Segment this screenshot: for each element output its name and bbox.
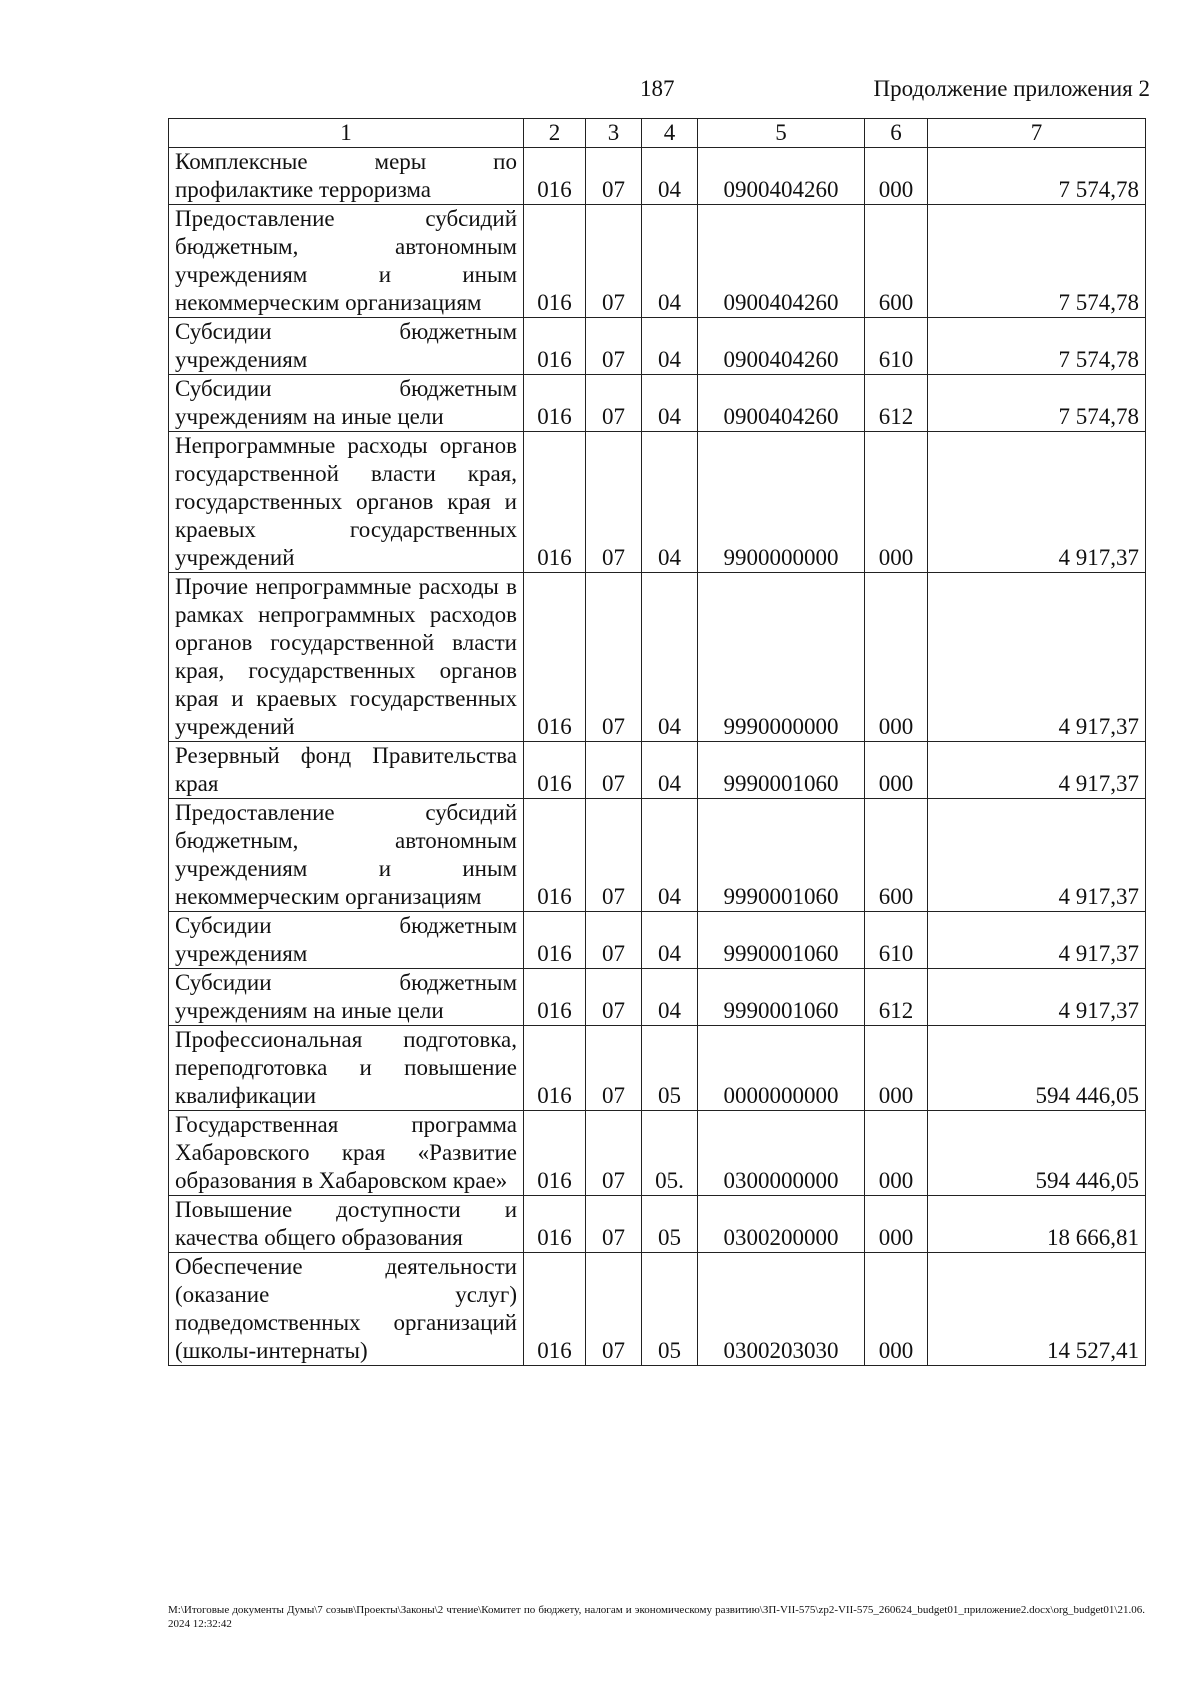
row-c5: 9990001060 [698,912,865,969]
row-c7: 18 666,81 [928,1196,1146,1253]
row-c4: 04 [642,318,698,375]
budget-table [168,118,1146,1366]
row-c5: 9990001060 [698,969,865,1026]
row-c6: 610 [865,912,928,969]
table-row [169,205,1146,318]
table-row [169,148,1146,205]
row-c3: 07 [586,799,642,912]
row-c3: 07 [586,1253,642,1366]
table-row [169,1111,1146,1196]
row-c7: 4 917,37 [928,969,1146,1026]
row-c6: 600 [865,799,928,912]
row-c2: 016 [524,1111,586,1196]
row-name: Субсидии бюджетным учреждениям на иные цели [169,969,524,1026]
row-c7: 7 574,78 [928,148,1146,205]
row-c3: 07 [586,205,642,318]
row-c5: 0900404260 [698,375,865,432]
row-name: Комплексные меры по профилактике терроризма [169,148,524,205]
row-c7: 594 446,05 [928,1026,1146,1111]
row-c4: 05. [642,1111,698,1196]
column-header: 7 [928,119,1146,148]
document-path-footer: M:\Итоговые документы Думы\7 созыв\Проекты\Законы\2 чтение\Комитет по бюджету, налогам и экономическому развитию\ЗП-VII-575\zp2-VII-575_260624_budget01_приложение2.docx\org_budget01\21.06.2024 12:32:42 [168,1604,1145,1630]
column-header: 6 [865,119,928,148]
row-c2: 016 [524,969,586,1026]
row-c6: 000 [865,1111,928,1196]
row-c7: 7 574,78 [928,318,1146,375]
table-row [169,573,1146,742]
row-c6: 000 [865,742,928,799]
row-c6: 000 [865,573,928,742]
row-c4: 04 [642,573,698,742]
row-c3: 07 [586,1111,642,1196]
row-c5: 9990000000 [698,573,865,742]
row-c7: 4 917,37 [928,799,1146,912]
row-c4: 04 [642,375,698,432]
row-c3: 07 [586,318,642,375]
row-c2: 016 [524,799,586,912]
row-name: Субсидии бюджетным учреждениям [169,318,524,375]
column-header: 5 [698,119,865,148]
table-row [169,1196,1146,1253]
row-c4: 05 [642,1026,698,1111]
row-c5: 0000000000 [698,1026,865,1111]
row-name: Резервный фонд Правительства края [169,742,524,799]
column-header: 3 [586,119,642,148]
row-c2: 016 [524,205,586,318]
table-row [169,318,1146,375]
row-c7: 14 527,41 [928,1253,1146,1366]
row-c3: 07 [586,573,642,742]
row-c4: 05 [642,1253,698,1366]
row-c4: 04 [642,912,698,969]
row-c3: 07 [586,969,642,1026]
row-c2: 016 [524,148,586,205]
row-c6: 000 [865,432,928,573]
row-name: Предоставление субсидий бюджетным, автономным учреждениям и иным некоммерческим организациям [169,205,524,318]
row-c6: 612 [865,969,928,1026]
row-c7: 4 917,37 [928,742,1146,799]
row-c7: 4 917,37 [928,432,1146,573]
row-name: Прочие непрограммные расходы в рамках непрограммных расходов органов государственной власти края, государственных органов края и краевых государственных учреждений [169,573,524,742]
row-c4: 04 [642,432,698,573]
row-c2: 016 [524,1253,586,1366]
row-c6: 000 [865,1196,928,1253]
table-row [169,742,1146,799]
row-name: Обеспечение деятельности (оказание услуг) подведомственных организаций (школы-интернаты) [169,1253,524,1366]
row-c3: 07 [586,432,642,573]
row-c5: 0300000000 [698,1111,865,1196]
column-header: 1 [169,119,524,148]
row-c7: 4 917,37 [928,573,1146,742]
row-c4: 04 [642,148,698,205]
table-row [169,432,1146,573]
row-name: Субсидии бюджетным учреждениям на иные цели [169,375,524,432]
table-row [169,375,1146,432]
table-header-row [169,119,1146,148]
row-c7: 7 574,78 [928,375,1146,432]
row-c7: 4 917,37 [928,912,1146,969]
row-c4: 04 [642,969,698,1026]
row-c3: 07 [586,375,642,432]
row-name: Государственная программа Хабаровского края «Развитие образования в Хабаровском крае» [169,1111,524,1196]
row-c3: 07 [586,1026,642,1111]
row-c2: 016 [524,375,586,432]
row-c6: 610 [865,318,928,375]
page-number: 187 [640,76,675,101]
table-row [169,912,1146,969]
row-c4: 04 [642,799,698,912]
row-c3: 07 [586,742,642,799]
row-name: Непрограммные расходы органов государственной власти края, государственных органов края и краевых государственных учреждений [169,432,524,573]
row-c2: 016 [524,318,586,375]
row-c4: 04 [642,742,698,799]
row-c6: 000 [865,1253,928,1366]
table-row [169,969,1146,1026]
row-c4: 04 [642,205,698,318]
row-c3: 07 [586,148,642,205]
row-c5: 0300203030 [698,1253,865,1366]
row-name: Предоставление субсидий бюджетным, автономным учреждениям и иным некоммерческим организациям [169,799,524,912]
column-header: 2 [524,119,586,148]
table-row [169,799,1146,912]
row-c7: 7 574,78 [928,205,1146,318]
row-c4: 05 [642,1196,698,1253]
row-c2: 016 [524,912,586,969]
row-c2: 016 [524,432,586,573]
row-c5: 9990001060 [698,799,865,912]
table-row [169,1253,1146,1366]
row-name: Повышение доступности и качества общего образования [169,1196,524,1253]
table-row [169,1026,1146,1111]
row-c3: 07 [586,912,642,969]
row-c3: 07 [586,1196,642,1253]
row-name: Субсидии бюджетным учреждениям [169,912,524,969]
row-c5: 0900404260 [698,318,865,375]
row-c6: 000 [865,148,928,205]
row-c5: 0300200000 [698,1196,865,1253]
row-name: Профессиональная подготовка, переподготовка и повышение квалификации [169,1026,524,1111]
continuation-label: Продолжение приложения 2 [873,76,1150,101]
row-c2: 016 [524,573,586,742]
row-c6: 000 [865,1026,928,1111]
row-c7: 594 446,05 [928,1111,1146,1196]
row-c5: 0900404260 [698,148,865,205]
column-header: 4 [642,119,698,148]
row-c5: 9900000000 [698,432,865,573]
row-c2: 016 [524,1196,586,1253]
row-c6: 600 [865,205,928,318]
row-c2: 016 [524,1026,586,1111]
row-c5: 9990001060 [698,742,865,799]
row-c5: 0900404260 [698,205,865,318]
row-c2: 016 [524,742,586,799]
row-c6: 612 [865,375,928,432]
